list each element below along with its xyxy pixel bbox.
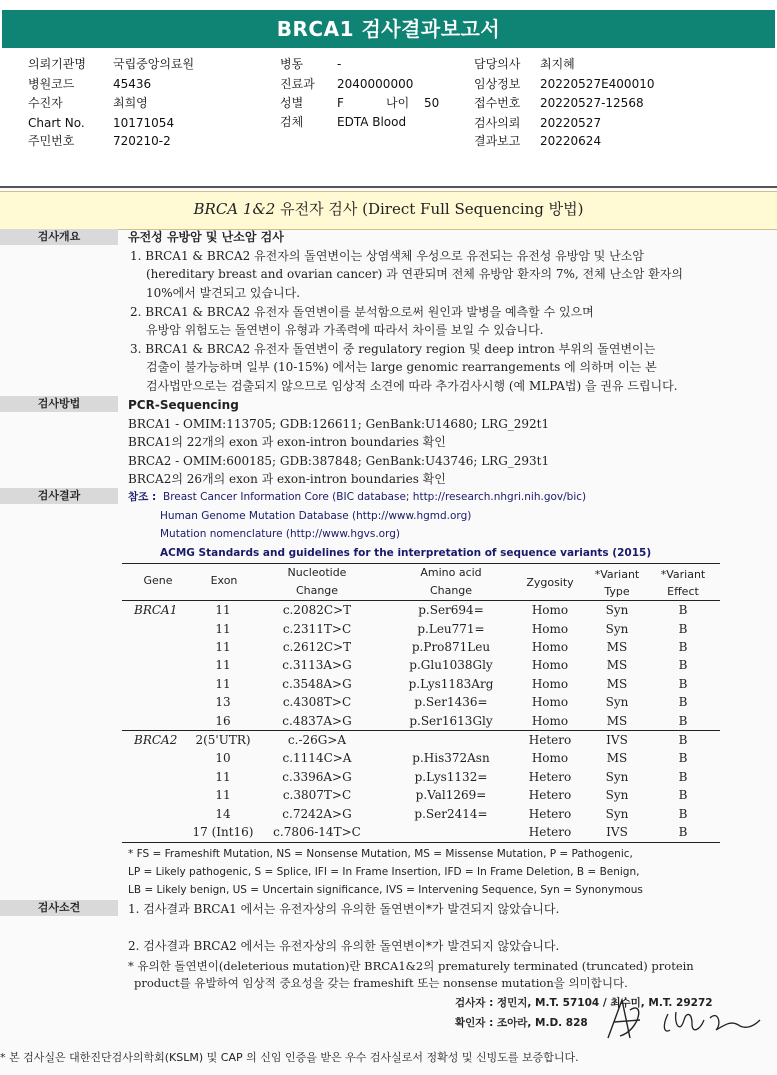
cell-variant-effect: B	[678, 825, 688, 839]
method-heading: PCR-Sequencing	[128, 398, 239, 412]
cell-exon: 11	[215, 603, 231, 617]
th-aa-1: Amino acid	[420, 566, 482, 579]
cell-zygosity: Hetero	[528, 807, 572, 821]
header-label: 결과보고	[474, 134, 521, 148]
overview-line: 1. BRCA1 & BRCA2 유전자의 돌연변이는 상염색체 우성으로 유전되는 유전성 유방암 및 난소암	[130, 249, 644, 263]
header-label: 병동	[280, 57, 304, 71]
header-label: 검사의뢰	[474, 116, 521, 130]
cell-variant-effect: B	[678, 807, 688, 821]
cell-exon: 17 (Int16)	[192, 825, 254, 839]
section-title-italic: BRCA 1&2	[193, 200, 276, 218]
overview-line: 검사법만으로는 검출되지 않으므로 임상적 소견에 따라 추가검사시행 (예 MLPA법) 을 권유 드립니다.	[146, 379, 678, 393]
reference-line: Human Genome Mutation Database (http://www.hgmd.org)	[160, 510, 472, 522]
cell-variant-type: Syn	[605, 807, 629, 821]
reference-line: Breast Cancer Information Core (BIC database; http://research.nhgri.nih.gov/bic)	[163, 491, 587, 503]
cell-amino-acid: p.Val1269=	[415, 788, 487, 802]
cell-variant-effect: B	[678, 733, 688, 747]
cell-variant-effect: B	[678, 640, 688, 654]
cell-amino-acid: p.Ser694=	[418, 603, 484, 617]
opinion-note-1: * 유의한 돌연변이(deleterious mutation)란 BRCA1&2의 prematurely terminated (truncated) protein	[128, 959, 694, 973]
cell-amino-acid: p.Leu771=	[417, 622, 485, 636]
cell-variant-type: MS	[606, 677, 628, 691]
header-value: 720210-2	[113, 134, 171, 148]
cell-exon: 13	[215, 695, 231, 709]
cell-exon: 11	[215, 658, 231, 672]
footnote-line: LB = Likely benign, US = Uncertain significance, IVS = Intervening Sequence, Syn = Synonymous	[128, 884, 643, 896]
table-bottom-rule	[122, 842, 720, 843]
method-line: BRCA1 - OMIM:113705; GDB:126611; GenBank:U14680; LRG_292t1	[128, 417, 550, 431]
label-opinion: 검사소견	[0, 900, 118, 916]
header-label: Chart No.	[28, 116, 85, 130]
cell-variant-type: Syn	[605, 603, 629, 617]
cell-variant-type: IVS	[606, 733, 628, 747]
header-label: 성별	[280, 96, 304, 110]
cell-zygosity: Hetero	[528, 770, 572, 784]
cell-amino-acid: p.His372Asn	[412, 751, 490, 765]
section-title-rest: 유전자 검사 (Direct Full Sequencing 방법)	[275, 200, 584, 218]
certification-note: * 본 검사실은 대한진단검사의학회(KSLM) 및 CAP 의 신임 인증을 받은 우수 검사실로서 정확성 및 신빙도를 보증합니다.	[0, 1051, 579, 1064]
cell-exon: 11	[215, 788, 231, 802]
cell-nucleotide: c.3807T>C	[282, 788, 352, 802]
th-aa-2: Change	[429, 584, 473, 597]
cell-variant-effect: B	[678, 788, 688, 802]
cell-variant-type: Syn	[605, 770, 629, 784]
label-overview: 검사개요	[0, 229, 118, 245]
cell-exon: 10	[215, 751, 231, 765]
cell-variant-effect: B	[678, 751, 688, 765]
header-label: 수진자	[28, 96, 63, 110]
cell-exon: 11	[215, 640, 231, 654]
header-value: 45436	[113, 77, 152, 91]
th-nuc-1: Nucleotide	[287, 566, 347, 579]
table-top-rule	[122, 563, 720, 564]
header-value: 20220527-12568	[540, 96, 644, 110]
cell-exon: 11	[215, 677, 231, 691]
header-label: 주민번호	[28, 134, 75, 148]
references-prefix: 참조 :	[128, 491, 157, 503]
header-value: F	[337, 96, 344, 110]
cell-variant-type: Syn	[605, 695, 629, 709]
cell-zygosity: Hetero	[528, 788, 572, 802]
cell-amino-acid: p.Lys1183Arg	[408, 677, 494, 691]
cell-exon: 16	[215, 714, 231, 728]
cell-variant-type: MS	[606, 751, 628, 765]
cell-nucleotide: c.2311T>C	[282, 622, 352, 636]
method-line: BRCA1의 22개의 exon 과 exon-intron boundaries 확인	[128, 435, 446, 449]
cell-amino-acid: p.Pro871Leu	[411, 640, 491, 654]
th-zygosity: Zygosity	[526, 576, 574, 589]
cell-zygosity: Homo	[531, 603, 569, 617]
handwritten-signature	[600, 990, 770, 1045]
cell-exon: 11	[215, 770, 231, 784]
cell-exon: 14	[215, 807, 231, 821]
cell-amino-acid: p.Glu1038Gly	[409, 658, 493, 672]
report-title-banner: BRCA1 검사결과보고서	[2, 10, 775, 48]
header-value: 20220527E400010	[540, 77, 655, 91]
header-value: 20220624	[540, 134, 602, 148]
cell-variant-effect: B	[678, 770, 688, 784]
header-value: 2040000000	[337, 77, 414, 91]
header-value: EDTA Blood	[337, 115, 407, 129]
overview-line: 3. BRCA1 & BRCA2 유전자 돌연변이 중 regulatory region 및 deep intron 부위의 돌연변이는	[130, 342, 656, 356]
opinion-line-1: 1. 검사결과 BRCA1 에서는 유전자상의 유의한 돌연변이*가 발견되지 않았습니다.	[128, 902, 560, 916]
header-value: 10171054	[113, 116, 175, 130]
header-label: 의뢰기관명	[28, 57, 86, 71]
cell-nucleotide: c.3113A>G	[282, 658, 352, 672]
cell-nucleotide: c.2612C>T	[282, 640, 352, 654]
cell-zygosity: Homo	[531, 658, 569, 672]
reference-line: ACMG Standards and guidelines for the interpretation of sequence variants (2015)	[160, 547, 652, 559]
cell-amino-acid: p.Ser1613Gly	[409, 714, 493, 728]
th-gene: Gene	[143, 574, 173, 587]
th-effect-1: *Variant	[660, 568, 706, 581]
cell-variant-type: MS	[606, 714, 628, 728]
header-label: 검체	[280, 115, 304, 129]
cell-nucleotide: c.2082C>T	[282, 603, 352, 617]
cell-variant-effect: B	[678, 622, 688, 636]
cell-nucleotide: c.3396A>G	[282, 770, 352, 784]
overview-line: (hereditary breast and ovarian cancer) 과 연관되며 전체 유방암 환자의 7%, 전체 난소암 환자의	[146, 267, 683, 281]
header-label-age: 나이	[386, 96, 410, 110]
cell-nucleotide: c.1114C>A	[282, 751, 352, 765]
cell-zygosity: Homo	[531, 714, 569, 728]
confirmer-signature-line: 확인자 : 조아라, M.D. 828	[455, 1017, 588, 1029]
tester-signature-line: 검사자 : 정민지, M.T. 57104 / 최수미, M.T. 29272	[455, 997, 713, 1009]
header-value: 최희영	[113, 96, 148, 110]
th-exon: Exon	[210, 574, 238, 587]
cell-zygosity: Homo	[531, 695, 569, 709]
cell-variant-effect: B	[678, 658, 688, 672]
overview-heading: 유전성 유방암 및 난소암 검사	[128, 230, 284, 244]
cell-zygosity: Homo	[531, 622, 569, 636]
cell-variant-effect: B	[678, 677, 688, 691]
label-result: 검사결과	[0, 488, 118, 504]
header-value: -	[337, 57, 342, 71]
opinion-line-2: 2. 검사결과 BRCA2 에서는 유전자상의 유의한 돌연변이*가 발견되지 않았습니다.	[128, 939, 560, 953]
cell-zygosity: Hetero	[528, 825, 572, 839]
reference-line: Mutation nomenclature (http://www.hgvs.org)	[160, 528, 400, 540]
cell-amino-acid: p.Ser1436=	[414, 695, 488, 709]
cell-zygosity: Homo	[531, 677, 569, 691]
overview-line: 검출이 불가능하며 일부 (10-15%) 에서는 large genomic rearrangements 에 의하며 이는 본	[146, 360, 657, 374]
header-value: 국립중앙의료원	[113, 57, 195, 71]
cell-variant-type: IVS	[606, 825, 628, 839]
cell-amino-acid: p.Lys1132=	[414, 770, 488, 784]
header-label: 접수번호	[474, 96, 521, 110]
th-type-1: *Variant	[594, 568, 640, 581]
header-label: 임상정보	[474, 77, 521, 91]
header-label: 진료과	[280, 77, 315, 91]
cell-nucleotide: c.3548A>G	[282, 677, 352, 691]
overview-line: 2. BRCA1 & BRCA2 유전자 돌연변이를 분석함으로써 원인과 발병을 예측할 수 있으며	[130, 305, 594, 319]
cell-nucleotide: c.4308T>C	[282, 695, 352, 709]
footnote-line: LP = Likely pathogenic, S = Splice, IFI = In Frame Insertion, IFD = In Frame Deletion, B = Benign,	[128, 866, 640, 878]
th-type-2: Type	[604, 585, 630, 598]
section-title	[0, 200, 777, 218]
header-label: 병원코드	[28, 77, 75, 91]
label-method: 검사방법	[0, 396, 118, 412]
cell-variant-type: Syn	[605, 622, 629, 636]
cell-amino-acid: p.Ser2414=	[414, 807, 488, 821]
cell-variant-type: Syn	[605, 788, 629, 802]
th-nuc-2: Change	[295, 584, 339, 597]
cell-nucleotide: c.-26G>A	[287, 733, 347, 747]
cell-exon: 2(5'UTR)	[195, 733, 251, 747]
method-line: BRCA2 - OMIM:600185; GDB:387848; GenBank:U43746; LRG_293t1	[128, 454, 550, 468]
cell-zygosity: Homo	[531, 751, 569, 765]
header-value: 20220527	[540, 116, 602, 130]
overview-line: 유방암 위험도는 돌연변이 유형과 가족력에 따라서 차이를 보일 수 있습니다.	[146, 323, 544, 337]
cell-zygosity: Hetero	[528, 733, 572, 747]
cell-variant-effect: B	[678, 695, 688, 709]
cell-nucleotide: c.7242A>G	[282, 807, 352, 821]
cell-nucleotide: c.4837A>G	[282, 714, 352, 728]
cell-gene: BRCA2	[134, 733, 178, 747]
cell-nucleotide: c.7806-14T>C	[273, 825, 361, 839]
cell-variant-type: MS	[606, 658, 628, 672]
opinion-note-2: product를 유발하여 임상적 중요성을 갖는 frameshift 또는 nonsense mutation을 의미합니다.	[134, 976, 628, 990]
header-value-age: 50	[424, 96, 440, 110]
cell-zygosity: Homo	[531, 640, 569, 654]
cell-variant-effect: B	[678, 603, 688, 617]
header-value: 최지혜	[540, 57, 575, 71]
cell-variant-type: MS	[606, 640, 628, 654]
footnote-line: * FS = Frameshift Mutation, NS = Nonsense Mutation, MS = Missense Mutation, P = Pathogenic,	[128, 848, 633, 860]
cell-variant-effect: B	[678, 714, 688, 728]
header-label: 담당의사	[474, 57, 521, 71]
cell-gene: BRCA1	[134, 603, 178, 617]
cell-exon: 11	[215, 622, 231, 636]
overview-line: 10%에서 발견되고 있습니다.	[146, 286, 301, 300]
method-line: BRCA2의 26개의 exon 과 exon-intron boundaries 확인	[128, 472, 446, 486]
th-effect-2: Effect	[667, 585, 699, 598]
